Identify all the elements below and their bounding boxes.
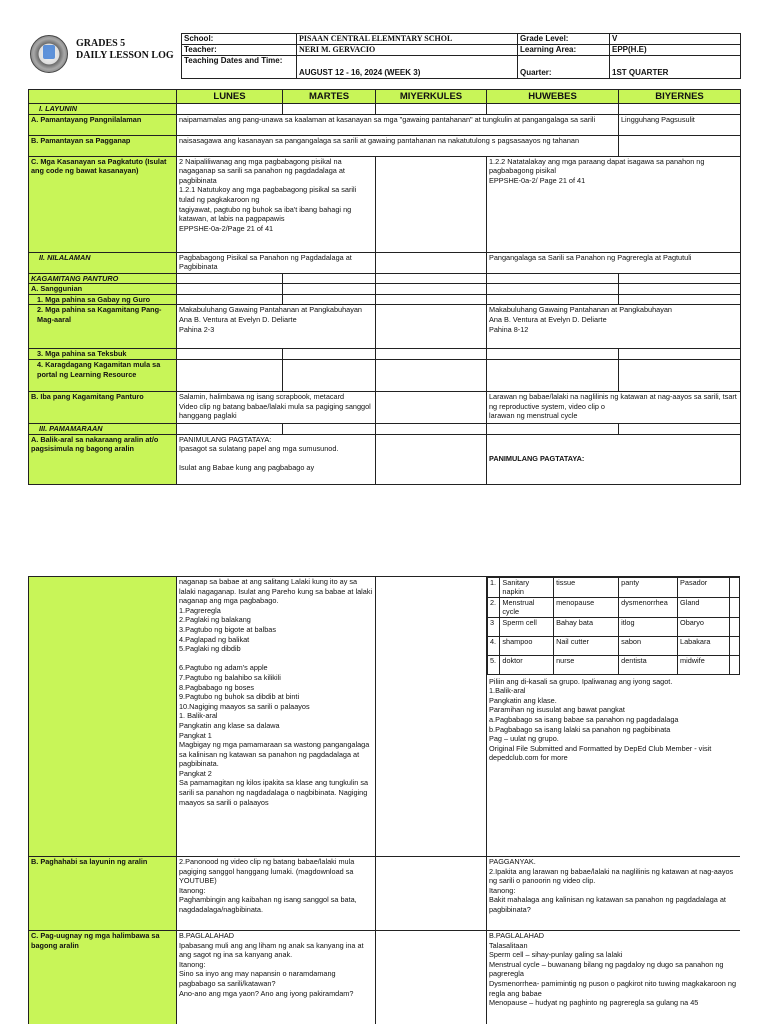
grade-value: V xyxy=(610,34,741,45)
pamantayang-pangnilalaman-text: naipamamalas ang pang-unawa sa kaalaman at kasanayan sa mga "gawaing pantahanan" at tungkulin at pangangalaga sa sarili xyxy=(177,114,619,135)
nilalaman-huwebes: Pangangalaga sa Sarili sa Panahon ng Pagreregla at Pagtutuli xyxy=(487,252,741,273)
section-pamamaraan: III. PAMAMARAAN xyxy=(29,423,177,434)
kagamitan-huwebes: Makabuluhang Gawaing Pantahanan at Pangkabuhayan Ana B. Ventura at Evelyn D. Deliarte Pahina 8-12 xyxy=(487,305,741,349)
word-grid xyxy=(487,577,740,675)
title-line1: GRADES 5 xyxy=(76,38,126,49)
header xyxy=(28,33,740,81)
label-kagamitang-mag-aaral: 2. Mga pahina sa Kagamitang Pang-Mag-aaral xyxy=(29,305,177,349)
label-kasanayan: C. Mga Kasanayan sa Pagkatuto (Isulat ang code ng bawat kasanayan) xyxy=(29,156,177,252)
balik-aral-lunes: PANIMULANG PAGTATAYA: Ipasagot sa sulatang papel ang mga sumusunod. Isulat ang Babae kung ang pagbabago ay xyxy=(177,434,376,484)
label-balik-aral: A. Balik-aral sa nakaraang aralin at/o pagsisimula ng bagong aralin xyxy=(29,434,177,484)
pag-uugnay-lunes: B.PAGLALAHAD Ipabasang muli ang ang liham ng anak sa kanyang ina at ang sagot ng ina sa kanyang anak. Itanong: Sino sa inyo ang may napansin o naramdamang pagbabago sa sarili/katawan? Ano-ano ang mga yaon? Ano ang iyong pakiramdam? xyxy=(177,931,376,1024)
kasanayan-huwebes: 1.2.2 Natatalakay ang mga paraang dapat isagawa sa panahon ng pagbabagong pisikal EPPSHE-0a-2/ Page 21 of 41 xyxy=(487,156,741,252)
day-martes: MARTES xyxy=(283,90,376,104)
school-label: School: xyxy=(182,34,297,45)
label-paghahabi: B. Paghahabi sa layunin ng aralin xyxy=(29,857,177,931)
kasanayan-lunes: 2 Naipaliliwanag ang mga pagbabagong pisikal na nagaganap sa sarili sa panahon ng pagdadalaga at pagbibinata 1.2.1 Natutukoy ang mga pagbabagong pisikal sa sarili tulad ng pagkakaroon ng tagiyawat, pagtubo ng buhok sa iba't ibang bahagi ng katawan, at labis na pagpapawis EPPSHE-0a-2/Page 21 of 41 xyxy=(177,156,376,252)
teacher-label: Teacher: xyxy=(182,45,297,56)
iba-pang-kagamitan-lunes: Salamin, halimbawa ng isang scrapbook, metacard Video clip ng batang babae/lalaki mula sa pagiging sanggol hanggang paglaki xyxy=(177,391,376,423)
section-nilalaman: II. NILALAMAN xyxy=(29,252,177,273)
nilalaman-lunes: Pagbabagong Pisikal sa Panahon ng Pagdadalaga at Pagbibinata xyxy=(177,252,376,273)
huwebes-activity-text: Piliin ang di-kasali sa grupo. Ipaliwanag ang iyong sagot. 1.Balik-aral Pangkatin ang klase. Paramihan ng isusulat ang bawat pangkat a.Pagbabago sa isang babae sa panahon ng pagdadalaga b.Pagbabago sa isang lalaki sa panahon ng pagbibinata Pag – uulat ng grupo. Original File Submitted and Formatted by DepEd Club Member - visit depedclub.com for more xyxy=(489,676,712,763)
dates-label: Teaching Dates and Time: xyxy=(182,56,297,79)
area-label: Learning Area: xyxy=(518,45,610,56)
grid-row: 1. Sanitary napkin tissue panty Pasador xyxy=(488,578,740,598)
balik-aral-continued-huwebes xyxy=(487,577,741,857)
section-layunin: I. LAYUNIN xyxy=(29,104,177,115)
label-karagdagang-kagamitan: 4. Karagdagang Kagamitan mula sa portal ng Learning Resource xyxy=(29,359,177,391)
deped-seal-icon xyxy=(30,35,68,73)
grid-row: 2. Menstrual cycle menopause dysmenorrhea Gland xyxy=(488,597,740,617)
school-value: PISAAN CENTRAL ELEMNTARY SCHOL xyxy=(297,34,518,45)
day-huwebes: HUWEBES xyxy=(487,90,619,104)
grid-row: 3 Sperm cell Bahay bata itlog Obaryo xyxy=(488,617,740,636)
lesson-table-continued xyxy=(28,576,740,1024)
quarter-value: 1ST QUARTER xyxy=(610,56,741,79)
label-pamantayang-pangnilalaman: A. Pamantayang Pangnilalaman xyxy=(29,114,177,135)
paghahabi-lunes: 2.Panonood ng video clip ng batang babae/lalaki mula pagiging sanggol hanggang lumaki. (magdownload sa YOUTUBE) Itanong: Paghambingin ang kaibahan ng isang sanggol sa bata, nagdadalaga/nagbibinata. xyxy=(177,857,376,931)
balik-aral-continued-label xyxy=(29,577,177,857)
doc-title xyxy=(76,38,174,62)
label-pag-uugnay: C. Pag-uugnay ng mga halimbawa sa bagong aralin xyxy=(29,931,177,1024)
day-miyerkules: MIYERKULES xyxy=(376,90,487,104)
label-iba-pang-kagamitan: B. Iba pang Kagamitang Panturo xyxy=(29,391,177,423)
label-pamantayan-sa-pagganap: B. Pamantayan sa Pagganap xyxy=(29,135,177,156)
pamantayan-sa-pagganap-text: naisasagawa ang kasanayan sa pangangalaga sa sarili at gawaing pantahanan na nakatutulong s pagsasaayos ng tahanan xyxy=(177,135,619,156)
page-1 xyxy=(28,0,740,540)
grade-label: Grade Level: xyxy=(518,34,610,45)
quarter-label: Quarter: xyxy=(518,56,610,79)
grid-row: 5. doktor nurse dentista midwife xyxy=(488,655,740,674)
lesson-table xyxy=(28,89,741,485)
day-lunes: LUNES xyxy=(177,90,283,104)
balik-aral-continued-lunes: naganap sa babae at ang salitang Lalaki kung ito ay sa lalaki nagaganap. Isulat ang Pareho kung sa babae at lalaki naganap ang mga pagbabago. 1.Pagreregla 2.Paglaki ng balakang 3.Pagtubo ng bigote at balbas 4.Paglapad ng balikat 5.Paglaki ng dibdib 6.Pagtubo ng adam's apple 7.Pagtubo ng balahibo sa kilikili 8.Pagbabago ng boses 9.Pagtubo ng buhok sa dibdib at binti 10.Nagiging maayos sa sarili o palaayos 1. Balik-aral Pangkatin ang klase sa dalawa Pangkat 1 Magbigay ng mga pamamaraan sa wastong pangangalaga sa kalinisan ng katawan sa panahon ng pagdadalaga at pagbibinata. Pangkat 2 Sa pamamagitan ng kilos ipakita sa klase ang tungkulin sa sarili sa panahon ng nagdadalaga o nagbibinata. Nagiging maayos sa sarili o palaayos xyxy=(177,577,376,857)
corner-cell xyxy=(29,90,177,104)
area-value: EPP(H.E) xyxy=(610,45,741,56)
section-kagamitan: KAGAMITANG PANTURO xyxy=(29,273,177,284)
paghahabi-huwebes: PAGGANYAK. 2.Ipakita ang larawan ng babae/lalaki na naglilinis ng katawan at nag-aayos ng sarili o panoorin ng video clip. Itanong: Bakit mahalaga ang kalinisan ng katawan sa panahon ng pagdadalaga at pagbibinata? xyxy=(487,857,741,931)
label-sanggunian: A. Sanggunian xyxy=(29,284,177,295)
kagamitan-lunes: Makabuluhang Gawaing Pantahanan at Pangkabuhayan Ana B. Ventura at Evelyn D. Deliarte Pahina 2-3 xyxy=(177,305,376,349)
grid-row: 4. shampoo Nail cutter sabon Labakara xyxy=(488,636,740,655)
label-teksbuk: 3. Mga pahina sa Teksbuk xyxy=(29,349,177,360)
dates-value: AUGUST 12 - 16, 2024 (WEEK 3) xyxy=(297,56,518,79)
teacher-value: NERI M. GERVACIO xyxy=(297,45,518,56)
pag-uugnay-huwebes: B.PAGLALAHAD Talasalitaan Sperm cell – sihay-punlay galing sa lalaki Menstrual cycle – buwanang bilang ng pagdaloy ng dugo sa panahon ng pagreregla Dysmenorrhea- pamimintig ng puson o pagkirot nito tuwing magkakaroon ng regla ang babae Menopause – hudyat ng paghinto ng pagreregla sa gulang na 45 xyxy=(487,931,741,1024)
label-gabay-guro: 1. Mga pahina sa Gabay ng Guro xyxy=(29,294,177,305)
page-2 xyxy=(28,576,740,1024)
iba-pang-kagamitan-huwebes: Larawan ng babae/lalaki na naglilinis ng katawan at nag-aayos sa sarili, tsart ng reproductive system, video clip o larawan ng menstrual cycle xyxy=(487,391,741,423)
balik-aral-huwebes: PANIMULANG PAGTATAYA: xyxy=(487,434,741,484)
day-biyernes: BIYERNES xyxy=(619,90,741,104)
title-line2: DAILY LESSON LOG xyxy=(76,50,174,61)
lingguhang-pagsusulit: Lingguhang Pagsusulit xyxy=(619,114,741,135)
header-table xyxy=(181,33,741,79)
